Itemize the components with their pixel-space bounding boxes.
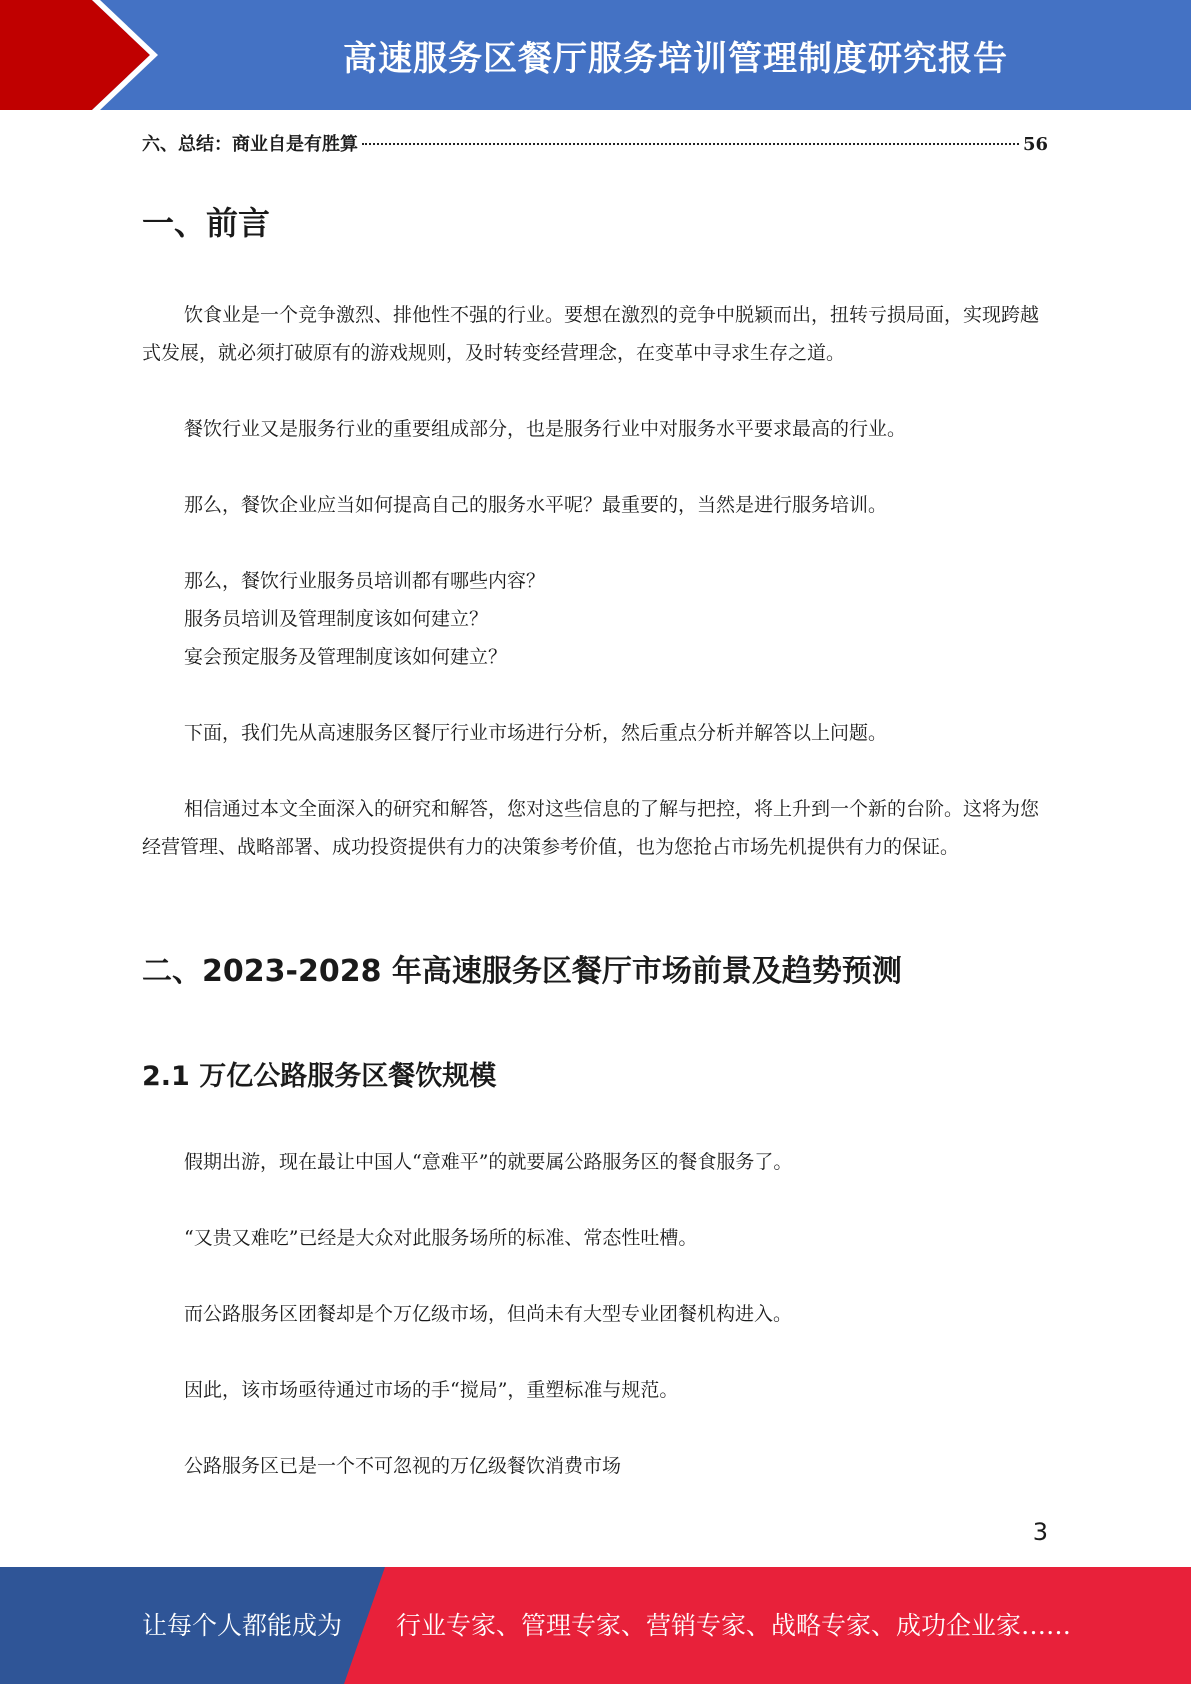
footer-slogan-right: 行业专家、管理专家、营销专家、战略专家、成功企业家……	[396, 1611, 1072, 1640]
subsection-heading: 2.1 万亿公路服务区餐饮规模	[142, 1061, 497, 1092]
page-header	[0, 0, 1191, 110]
question-item: 宴会预定服务及管理制度该如何建立？	[184, 646, 508, 668]
question-item: 服务员培训及管理制度该如何建立？	[184, 608, 489, 630]
section-heading-preface: 一、前言	[142, 204, 271, 242]
paragraph: 因此，该市场亟待通过市场的手“搅局”，重塑标准与规范。	[184, 1379, 679, 1401]
toc-dot-leader	[362, 143, 1019, 145]
page-number: 3	[1032, 1518, 1048, 1546]
toc-entry[interactable]	[142, 130, 1048, 158]
header-red-chevron-decoration	[0, 0, 160, 110]
paragraph: 相信通过本文全面深入的研究和解答，您对这些信息的了解与把控，将上升到一个新的台阶。这将为您经营管理、战略部署、成功投资提供有力的决策参考价值，也为您抢占市场先机提供有力的保证。	[142, 798, 1040, 858]
paragraph: 餐饮行业又是服务行业的重要组成部分，也是服务行业中对服务水平要求最高的行业。	[184, 418, 907, 440]
paragraph: 假期出游，现在最让中国人“意难平”的就要属公路服务区的餐食服务了。	[184, 1151, 793, 1173]
toc-entry-page: 56	[1022, 134, 1048, 155]
paragraph: 那么，餐饮企业应当如何提高自己的服务水平呢？最重要的，当然是进行服务培训。	[184, 494, 888, 516]
paragraph: 下面，我们先从高速服务区餐厅行业市场进行分析，然后重点分析并解答以上问题。	[184, 722, 888, 744]
question-item: 那么，餐饮行业服务员培训都有哪些内容？	[184, 570, 546, 592]
document-title: 高速服务区餐厅服务培训管理制度研究报告	[343, 38, 1008, 79]
toc-entry-label: 六、总结：商业自是有胜算	[142, 134, 358, 155]
section-heading-forecast: 二、2023-2028 年高速服务区餐厅市场前景及趋势预测	[142, 954, 902, 989]
paragraph: 而公路服务区团餐却是个万亿级市场，但尚未有大型专业团餐机构进入。	[184, 1303, 793, 1325]
paragraph: 饮食业是一个竞争激烈、排他性不强的行业。要想在激烈的竞争中脱颖而出，扭转亏损局面，实现跨越式发展，就必须打破原有的游戏规则，及时转变经营理念，在变革中寻求生存之道。	[142, 304, 1040, 364]
paragraph: 公路服务区已是一个不可忽视的万亿级餐饮消费市场	[184, 1455, 622, 1477]
paragraph: “又贵又难吃”已经是大众对此服务场所的标准、常态性吐槽。	[184, 1227, 698, 1249]
page-footer	[0, 1567, 1191, 1684]
footer-slogan-left: 让每个人都能成为	[142, 1611, 343, 1640]
